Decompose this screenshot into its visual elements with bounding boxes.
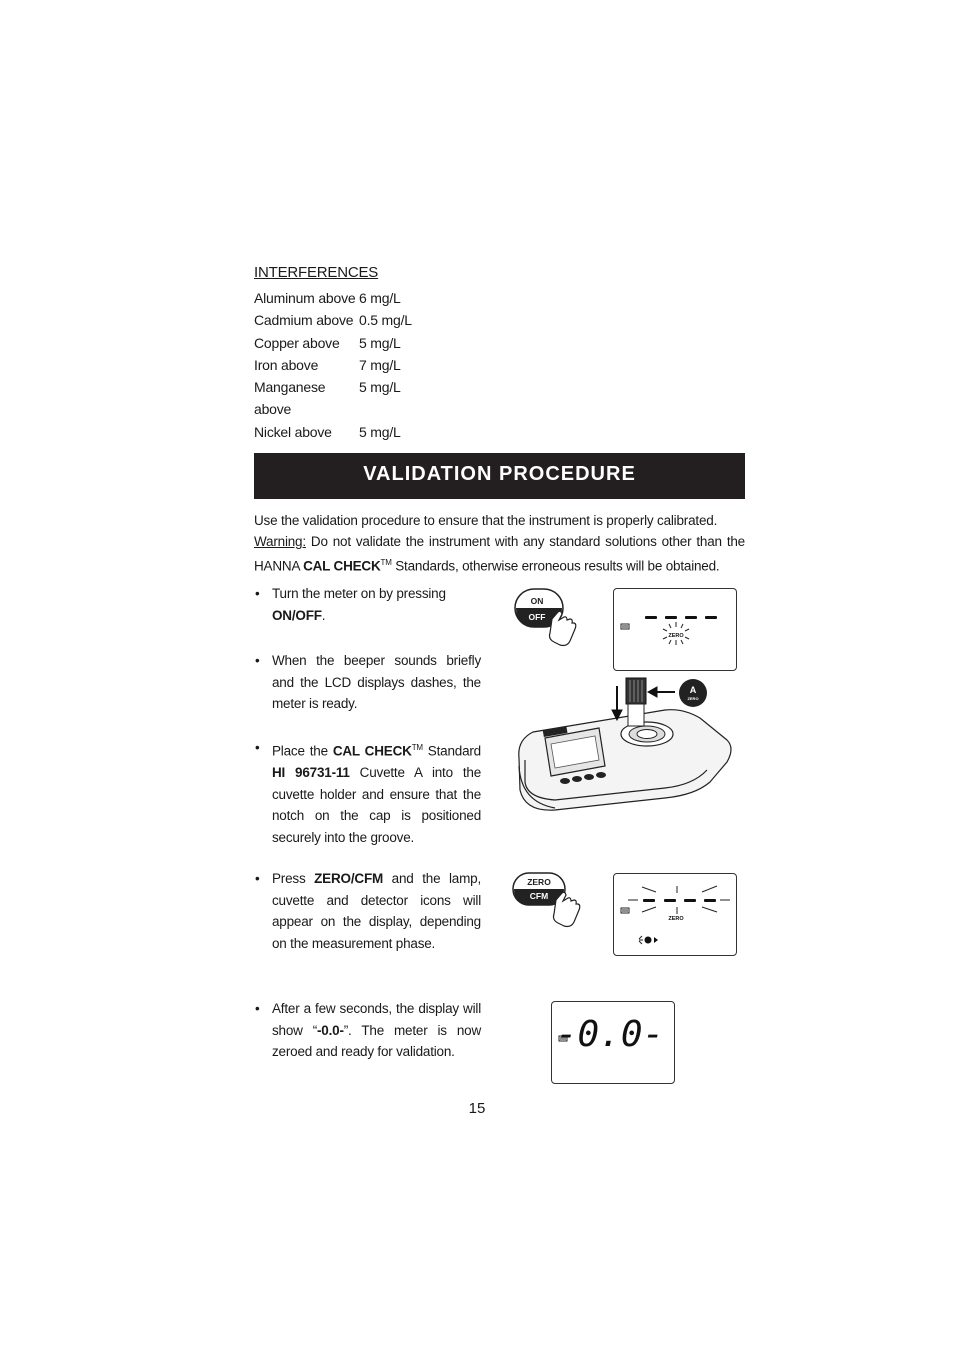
step-text-mid: Standard — [422, 743, 481, 759]
interference-row — [254, 376, 429, 421]
interference-row — [254, 309, 429, 331]
cal-check-name: CAL CHECK — [303, 558, 381, 574]
step-reading: -0.0- — [317, 1022, 344, 1038]
cfm-label: CFM — [529, 891, 549, 901]
on-label: ON — [530, 596, 544, 606]
lcd-reading: -0.0- — [555, 1014, 665, 1055]
interference-element: Iron above — [254, 356, 319, 373]
step-place-cuvette: • Place the CAL CHECK™ Standard HI 96731-11 Cuvette A into the cuvette holder and ensure that the notch on the cap is positioned securely into the groove. — [255, 740, 481, 845]
page-number: 15 — [468, 1100, 486, 1117]
trademark: TM — [380, 558, 392, 567]
battery-icon — [621, 624, 629, 629]
interferences-table — [254, 287, 429, 443]
step-text-end: Cuvette A into the cuvette holder and ensure that the notch on the cap is positioned securely into the groove. — [272, 765, 481, 845]
lamp-cuvette-detector-icon — [639, 936, 658, 944]
cuvette-cap — [626, 678, 646, 726]
warning-text: Do not validate the instrument with any standard solutions other than the HANNA — [254, 534, 745, 574]
section-header-band — [254, 453, 745, 499]
lcd-measuring-display — [613, 873, 737, 956]
interference-limit: 6 mg/L — [359, 290, 401, 306]
interference-row — [254, 421, 429, 443]
zero-indicator: ZERO — [668, 633, 684, 639]
step-press-zero: • Press ZERO/CFM and the lamp, cuvette and detector icons will appear on the display, depending on the measurement phase. — [255, 871, 482, 951]
dash-segments — [645, 616, 717, 619]
lcd-zeroed-display — [551, 1001, 675, 1084]
interference-limit: 5 mg/L — [359, 423, 401, 440]
lcd-dashes-graphic — [614, 589, 736, 670]
interference-element: Manganese above — [254, 379, 326, 418]
step-text: Press — [272, 871, 315, 886]
step-turn-on: • Turn the meter on by pressing ON/OFF. — [255, 586, 446, 623]
interferences-title: INTERFERENCES — [254, 264, 379, 281]
interference-row — [254, 287, 429, 309]
step-beeper: • When the beeper sounds briefly and the LCD displays dashes, the meter is ready. — [255, 650, 481, 715]
dash-segments — [643, 899, 716, 902]
interference-limit: 0.5 mg/L — [359, 312, 412, 329]
step-text: When the beeper sounds briefly and the LCD displays dashes, the meter is ready. — [272, 653, 481, 711]
step-standard: CAL CHECK — [332, 743, 412, 759]
meter-with-cuvette-illustration — [515, 670, 740, 815]
interference-element: Copper above — [254, 334, 340, 351]
cap-a-icon — [679, 679, 707, 707]
intro-line: Use the validation procedure to ensure that the instrument is properly calibrated. — [254, 513, 718, 528]
trademark: TM — [411, 743, 423, 752]
interference-limit: 5 mg/L — [359, 379, 401, 396]
section-title: VALIDATION PROCEDURE — [363, 463, 636, 485]
step-key: ON/OFF — [272, 607, 322, 623]
interference-element: Cadmium above — [254, 312, 354, 329]
step-text-end: ”. The meter is now zeroed and ready for validation. — [272, 1022, 481, 1059]
cap-sub-label: ZERO — [687, 696, 699, 701]
zero-cfm-button-illustration — [510, 870, 590, 932]
battery-icon — [621, 908, 629, 913]
interference-limit: 7 mg/L — [359, 356, 401, 373]
step-text: After a few seconds, the display will show “ — [272, 1001, 481, 1038]
warning-label: Warning: — [254, 534, 306, 549]
step-key: ZERO/CFM — [314, 871, 384, 886]
zero-indicator: ZERO — [668, 916, 684, 922]
pointing-hand-icon — [550, 611, 576, 645]
step-text: Place the — [272, 743, 333, 759]
intro-paragraph — [254, 510, 745, 577]
interference-row — [254, 332, 429, 354]
interference-limit: 5 mg/L — [359, 334, 401, 351]
interference-row — [254, 354, 429, 376]
cap-letter: A — [689, 685, 697, 695]
step-code: HI 96731-11 — [272, 765, 350, 780]
on-off-button-illustration — [512, 585, 580, 655]
pointing-hand-icon — [554, 892, 580, 926]
step-zeroed: • After a few seconds, the display will show “-0.0-”. The meter is now zeroed and ready for validation. — [255, 1001, 481, 1059]
step-text-end: and the lamp, cuvette and detector icons will appear on the display, depending on the measurement phase. — [272, 871, 482, 951]
lcd-measuring-graphic — [614, 874, 736, 955]
step-text-end: . — [321, 607, 326, 623]
lcd-dashes-display — [613, 588, 737, 671]
lcd-zeroed-graphic — [552, 1002, 674, 1083]
warning-tail: Standards, otherwise erroneous results will be obtained. — [391, 558, 720, 574]
off-label: OFF — [528, 612, 546, 622]
step-text: Turn the meter on by pressing — [272, 586, 446, 601]
interference-element: Nickel above — [254, 423, 332, 440]
zero-label: ZERO — [527, 877, 551, 887]
interference-element: Aluminum above — [254, 290, 356, 306]
